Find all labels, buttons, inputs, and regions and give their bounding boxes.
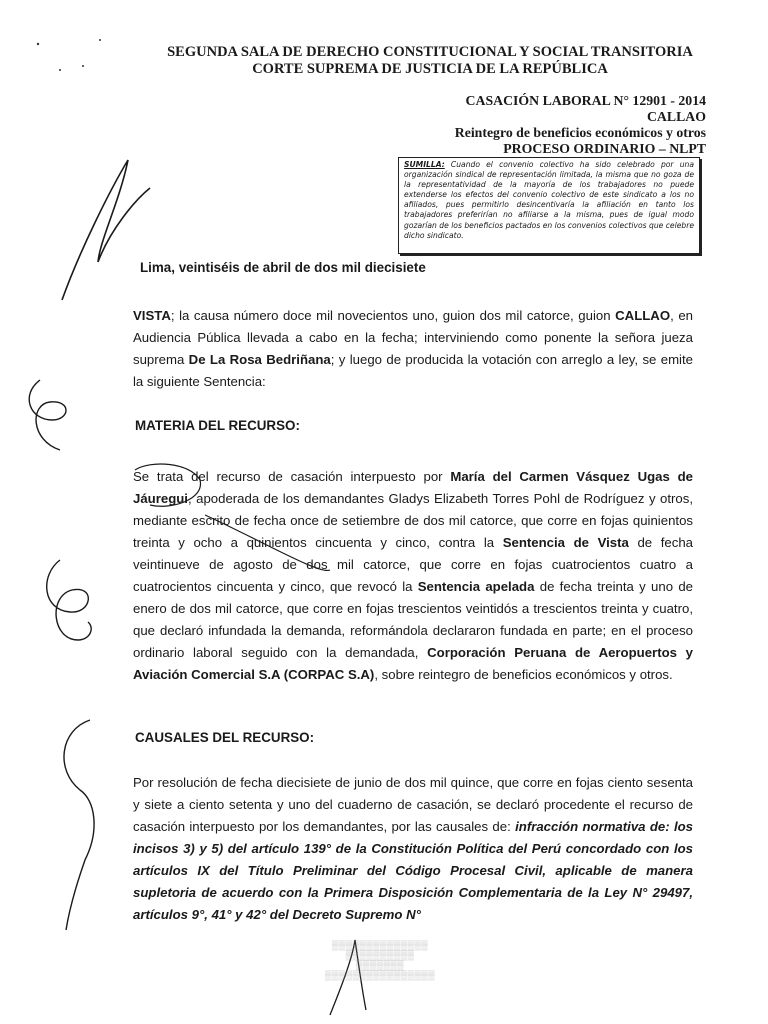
signature-initials-top (62, 160, 150, 300)
materia-paragraph (133, 466, 693, 686)
case-place: CALLAO (646, 109, 706, 124)
materia-defendant: Corporación Peruana de Aeropuertos y Aviación Comercial S.A (CORPAC S.A) (133, 645, 694, 682)
causales-heading: CAUSALES DEL RECURSO: (135, 730, 315, 745)
court-header-line1: SEGUNDA SALA DE DERECHO CONSTITUCIONAL Y SOCIAL TRANSITORIA (167, 44, 693, 60)
vista-judge: De La Rosa Bedriñana (188, 352, 331, 367)
court-header-line2: CORTE SUPREMA DE JUSTICIA DE LA REPÚBLICA (252, 61, 608, 77)
materia-appellant: María del Carmen Vásquez Ugas de Jáuregui (133, 469, 693, 506)
date-line: Lima, veintiséis de abril de dos mil diecisiete (140, 260, 426, 275)
sumilla-label: SUMILLA: (404, 160, 445, 169)
materia-text-5: , sobre reintegro de beneficios económicos y otros. (374, 667, 673, 682)
materia-heading: MATERIA DEL RECURSO: (135, 418, 300, 433)
margin-flourish-3 (64, 720, 94, 930)
vista-label: VISTA (133, 308, 171, 323)
vista-text-1: ; la causa número doce mil novecientos uno, guion dos mil catorce, guion (170, 308, 616, 323)
materia-sentencia-apelada: Sentencia apelada (417, 579, 535, 594)
court-header (150, 44, 710, 78)
materia-text-2: , apoderada de los demandantes Gladys Elizabeth Torres Pohl de Rodríguez y otros, mediante escrito de fecha once de setiembre de dos mil catorce, que corre en fojas quinientos treinta y ocho a quinientos cincuenta y cinco, contra la (133, 491, 693, 550)
vista-text-3: ; y luego de producida la votación con arreglo a ley, se emite la siguiente Sentencia: (133, 352, 693, 389)
vista-text-2: , en Audiencia Pública llevada a cabo en la fecha; interviniendo como ponente la señora jueza suprema (133, 308, 693, 367)
causales-text-1: Por resolución de fecha diecisiete de junio de dos mil quince, que corre en fojas ciento sesenta y siete a ciento setenta y uno del cuaderno de casación, se declaró procedente el recurso de casación interpuesto por los demandantes, por las causales de: (133, 775, 693, 834)
margin-flourish-2 (47, 560, 91, 640)
vista-city: CALLAO (615, 308, 671, 323)
vista-paragraph (133, 305, 693, 393)
sumilla-text: Cuando el convenio colectivo ha sido celebrado por una organización sindical de representación limitada, la misma que no goza de la representatividad de la mayoría de los trabajadores no puede extenderse los efectos del convenio colectivo de este sindicato a los no afiliados, pues permitirlo desincentivaría la afiliación en tanto los trabajadores preferirían no afiliarse a la misma, pues de igual modo gozarían de los beneficios pactados en los convenios colectivos que celebre dicho sindicato. (404, 160, 694, 240)
case-process: PROCESO ORDINARIO – NLPT (503, 141, 706, 156)
margin-flourish-1 (29, 380, 66, 450)
materia-text-4: de fecha treinta y uno de enero de dos mil catorce, que corre en fojas trescientos veintidós a trescientos treinta y cuatro, que declaró infundada la demanda, reformándola declararon fundada en parte; en el proceso ordinario laboral seguido con la demandada, (133, 579, 693, 660)
causales-paragraph (133, 772, 693, 926)
case-subject: Reintegro de beneficios económicos y otros (454, 125, 706, 140)
materia-text-1: Se trata del recurso de casación interpuesto por (133, 469, 451, 484)
case-number: CASACIÓN LABORAL N° 12901 - 2014 (465, 93, 706, 108)
sumilla-box (398, 157, 700, 254)
court-stamp: ▒▒▒▒▒▒▒▒▒▒▒▒▒▒ ▒▒▒▒▒▒▒▒▒▒ ▒▒▒▒▒▒▒ ▒▒▒▒▒▒▒▒▒▒▒▒▒▒▒▒ (324, 940, 436, 980)
materia-sentencia-vista: Sentencia de Vista (502, 535, 629, 550)
case-info (346, 93, 706, 157)
materia-text-3: de fecha veintinueve de agosto de dos mil catorce, que corre en fojas cuatrocientos cuatro a cuatrocientos cincuenta y cinco, que revocó la (133, 535, 693, 594)
causales-grounds: infracción normativa de: los incisos 3) y 5) del artículo 139° de la Constitución Política del Perú concordado con los artículos IX del Título Preliminar del Código Procesal Civil, aplicable de manera supletoria de acuerdo con la Primera Disposición Complementaria de la Ley N° 29497, artículos 9°, 41° y 42° del Decreto Supremo N° (133, 819, 693, 922)
